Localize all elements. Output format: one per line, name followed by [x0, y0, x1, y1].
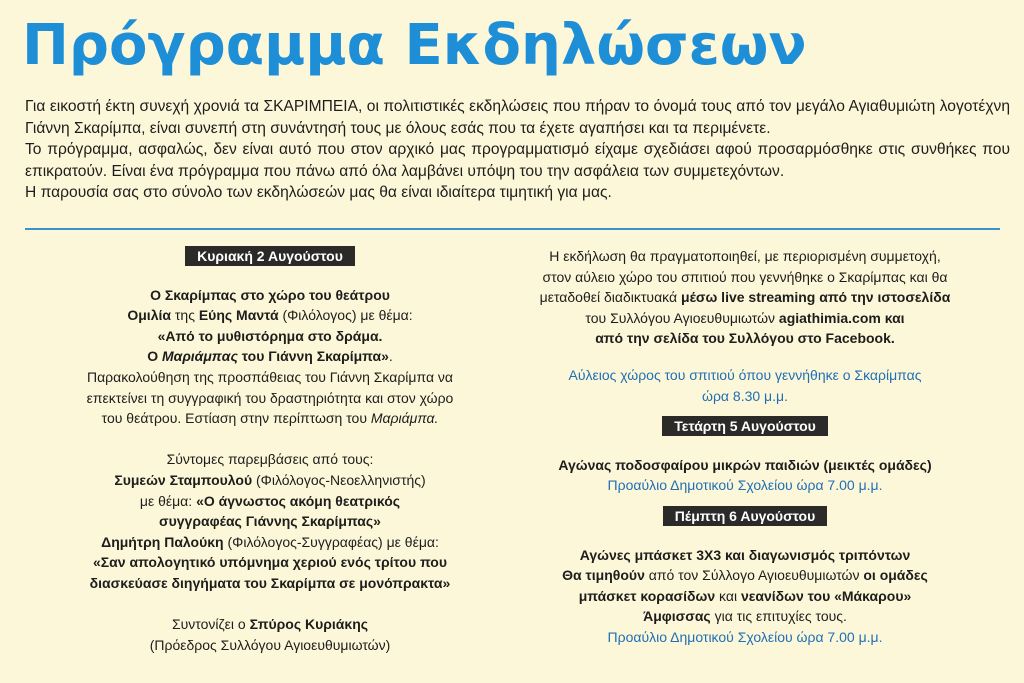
broadcast-line-5: από την σελίδα του Συλλόγου στο Facebook. — [595, 330, 895, 347]
thursday-town: Άμφισσας — [643, 608, 711, 625]
intro-text — [25, 96, 1010, 204]
speaker2-theme-line-1 — [60, 491, 480, 512]
speaker-role: (Φιλόλογος) με θέμα: — [282, 307, 413, 324]
thursday-girls: μπάσκετ κορασίδων — [578, 587, 716, 604]
theme-play: Μαριάμπας — [161, 348, 238, 365]
right-column — [500, 246, 990, 648]
speaker2-name: Συμεών Σταμπουλού — [114, 471, 253, 488]
thursday-teams: οι ομάδες — [863, 567, 928, 584]
talk-line — [60, 305, 480, 326]
thursday-event: Αγώνες μπάσκετ 3Χ3 και διαγωνισμός τριπόντων — [579, 546, 911, 563]
broadcast-line-1: Η εκδήλωση θα πραγματοποιηθεί, με περιορισμένη συμμετοχή, — [549, 248, 941, 264]
description-line-3-text: του θεάτρου. Εστίαση στην περίπτωση του — [101, 410, 367, 427]
thursday-young-women: νεανίδων του «Μάκαρου» — [740, 587, 912, 604]
speaker3-theme-line-1: «Σαν απολογητικό υπόμνημα χεριού ενός τρίτου που — [92, 554, 448, 571]
coordinator-line — [60, 614, 480, 635]
talk-label: Ομιλία — [127, 307, 171, 324]
coordinator-prefix: Συντονίζει ο — [171, 616, 246, 633]
short-talks-intro: Σύντομες παρεμβάσεις από τους: — [166, 451, 374, 468]
thursday-venue: Προαύλιο Δημοτικού Σχολείου ώρα 7.00 μ.μ. — [607, 628, 883, 645]
description-line-2: επεκτείνει τη συγγραφική του δραστηριότητα και στον χώρο — [86, 389, 454, 406]
theme-o: Ο — [147, 348, 159, 365]
date-badge-sunday: Κυριακή 2 Αυγούστου — [185, 246, 355, 266]
description-play: Μαριάμπα. — [370, 410, 439, 427]
speaker3-line — [60, 532, 480, 553]
broadcast-line-3 — [500, 287, 990, 308]
coordinator-role: (Πρόεδρος Συλλόγου Αγιοευθυμιωτών) — [149, 636, 391, 653]
thursday-by: από τον Σύλλογο Αγιοευθυμιωτών — [648, 567, 860, 584]
talk-prep: της — [174, 307, 195, 324]
thursday-line-3 — [500, 586, 990, 607]
sunday-venue: Αύλειος χώρος του σπιτιού όπου γεννήθηκε ο Σκαρίμπας — [568, 366, 922, 383]
description-line-3 — [60, 408, 480, 429]
talk-theme-line-1: «Από το μυθιστόρημα στο δράμα. — [157, 327, 383, 344]
broadcast-line-4a: του Συλλόγου Αγιοευθυμιωτών — [585, 309, 776, 326]
thursday-honor: Θα τιμηθούν — [562, 567, 645, 584]
page-title: Πρόγραμμα Εκδηλώσεων — [22, 13, 807, 78]
divider-rule — [25, 228, 1000, 230]
thursday-line-4 — [500, 606, 990, 627]
theme-rest: του Γιάννη Σκαρίμπα» — [241, 348, 389, 365]
speaker2-line — [60, 470, 480, 491]
intro-paragraph-1: Για εικοστή έκτη συνεχή χρονιά τα ΣΚΑΡΙΜΠΕΙΑ, οι πολιτιστικές εκδηλώσεις που πήραν το όνομά τους από τον μεγάλο Αγιαθυμιώτη λογοτέχνη Γιάννη Σκαρίμπα, είναι συνεπή στη συνάντησή τους με όλους εσάς που τα έχετε αγαπήσει και τα περιμένετε. — [25, 98, 1010, 137]
speaker2-theme-1: «Ο άγνωστος ακόμη θεατρικός — [196, 492, 401, 509]
speaker3-name: Δημήτρη Παλούκη — [101, 533, 224, 550]
speaker3-role: (Φιλόλογος-Συγγραφέας) με θέμα: — [227, 533, 439, 550]
date-badge-thursday: Πέμπτη 6 Αυγούστου — [663, 506, 827, 526]
thursday-line-2 — [500, 565, 990, 586]
sunday-column — [60, 246, 480, 655]
event-heading: Ο Σκαρίμπας στο χώρο του θεάτρου — [150, 286, 390, 303]
broadcast-line-4 — [500, 308, 990, 329]
coordinator-name: Σπύρος Κυριάκης — [249, 616, 369, 633]
talk-theme-line-2 — [60, 346, 480, 367]
speaker2-theme-line-2: συγγραφέας Γιάννης Σκαρίμπας» — [159, 513, 381, 530]
intro-paragraph-3: Η παρουσία σας στο σύνολο των εκδηλώσεών μας θα είναι ιδιαίτερα τιμητική για μας. — [25, 184, 612, 202]
wednesday-venue: Προαύλιο Δημοτικού Σχολείου ώρα 7.00 μ.μ. — [607, 477, 883, 494]
thursday-and: και — [719, 587, 738, 604]
theme-end: . — [388, 348, 393, 365]
speaker3-theme-line-2: διασκεύασε διηγήματα του Σκαρίμπα σε μονόπρακτα» — [89, 574, 451, 591]
date-badge-wednesday: Τετάρτη 5 Αυγούστου — [662, 416, 828, 436]
speaker2-role: (Φιλόλογος-Νεοελληνιστής) — [256, 471, 426, 488]
thursday-success: για τις επιτυχίες τους. — [714, 608, 847, 625]
broadcast-line-2: στον αύλειο χώρο του σπιτιού που γεννήθηκε ο Σκαρίμπας και θα — [542, 268, 948, 285]
website-link: agiathimia.com και — [778, 309, 905, 326]
broadcast-line-3b: μέσω live streaming από την ιστοσελίδα — [681, 289, 951, 306]
wednesday-event: Αγώνας ποδοσφαίρου μικρών παιδιών (μεικτές ομάδες) — [558, 456, 932, 473]
intro-paragraph-2: Το πρόγραμμα, ασφαλώς, δεν είναι αυτό που στον αρχικό μας προγραμματισμό είχαμε σχεδιάσει αφού προσαρμόσθηκε στις συνθήκες που επικρατούν. Είναι ένα πρόγραμμα που πάνω από όλα λαμβάνει υπόψη του την ασφάλεια των συμμετεχόντων. — [25, 141, 1010, 180]
speaker-name: Εύης Μαντά — [198, 307, 279, 324]
sunday-time: ώρα 8.30 μ.μ. — [702, 387, 788, 404]
description-line-1: Παρακολούθηση της προσπάθειας του Γιάννη Σκαρίμπα να — [86, 368, 454, 385]
speaker2-with: με θέμα: — [139, 492, 193, 509]
broadcast-line-3a: μεταδοθεί διαδικτυακά — [539, 289, 678, 306]
